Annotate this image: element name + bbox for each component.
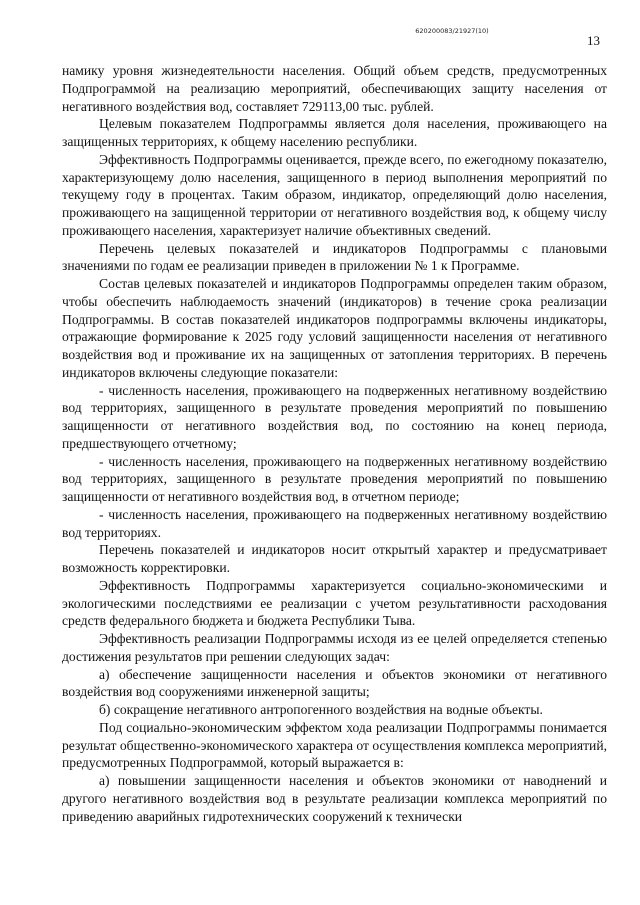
list-item: а) обеспечение защищенности населения и объектов экономики от негативного воздействия вод сооружениями инженерной защиты;	[62, 666, 607, 700]
list-item: - численность населения, проживающего на подверженных негативному воздействию вод территориях, защищенного в результате проведения мероприятий по повышению защищенности от негативного воздействия вод, по состоянию на конец периода, предшествующего отчетному;	[62, 382, 607, 451]
paragraph: Под социально-экономическим эффектом хода реализации Подпрограммы понимается результат общественно-экономического характера от осуществления комплекса мероприятий, предусмотренных Подпрограммой, который выражается в:	[62, 719, 607, 771]
paragraph: намику уровня жизнедеятельности населения. Общий объем средств, предусмотренных Подпрограммой на реализацию мероприятий, обеспечивающих защиту населения от негативного воздействия вод, составляет 729113,00 тыс. рублей.	[62, 63, 607, 114]
paragraph: Перечень целевых показателей и индикаторов Подпрограммы с плановыми значениями по годам ее реализации приведен в приложении № 1 к Программе.	[62, 240, 607, 274]
paragraph: Состав целевых показателей и индикаторов Подпрограммы определен таким образом, чтобы обеспечить наблюдаемость значений (индикаторов) в течение срока реализации Подпрограммы. В состав показателей индикаторов подпрограммы включены индикаторы, отражающие формирование к 2025 году условий защищенности населения от негативного воздействия вод и проживание их на защищенных от затопления территориях. В перечень индикаторов включены следующие показатели:	[62, 276, 607, 380]
list-item: - численность населения, проживающего на подверженных негативному воздействию вод территориях, защищенного в результате проведения мероприятий по повышению защищенности от негативного воздействия вод, в отчетном периоде;	[62, 453, 607, 504]
page-number: 13	[587, 33, 600, 48]
paragraph: Эффективность Подпрограммы характеризуется социально-экономическими и экологическими последствиями ее реализации с учетом результативности расходования средств федерального бюджета и бюджета Республики Тыва.	[62, 577, 607, 629]
paragraph: Эффективность реализации Подпрограммы исходя из ее целей определяется степенью достижения результатов при решении следующих задач:	[62, 631, 607, 664]
list-item: а) повышении защищенности населения и объектов экономики от наводнений и другого негативного воздействия вод в результате реализации комплекса мероприятий по приведению аварийных гидротехнических сооружений к технически	[62, 773, 607, 824]
list-item: - численность населения, проживающего на подверженных негативному воздействию вод территориях.	[62, 506, 607, 540]
document-id: 620200083/21927(10)	[415, 27, 489, 35]
paragraph: Перечень показателей и индикаторов носит открытый характер и предусматривает возможность корректировки.	[62, 542, 607, 575]
body-text	[62, 62, 607, 825]
paragraph: Эффективность Подпрограммы оценивается, прежде всего, по ежегодному показателю, характеризующему долю населения, защищенного в период выполнения мероприятий по текущему году в процентах. Таким образом, индикатор, определяющий долю населения, проживающего на защищенной территории от негативного воздействия вод, к общему числу проживающего населения, характеризует наличие объективных сведений.	[62, 151, 607, 238]
list-item: б) сокращение негативного антропогенного воздействия на водные объекты.	[99, 702, 543, 717]
paragraph: Целевым показателем Подпрограммы является доля населения, проживающего на защищенных территориях, к общему населению республики.	[62, 116, 607, 149]
